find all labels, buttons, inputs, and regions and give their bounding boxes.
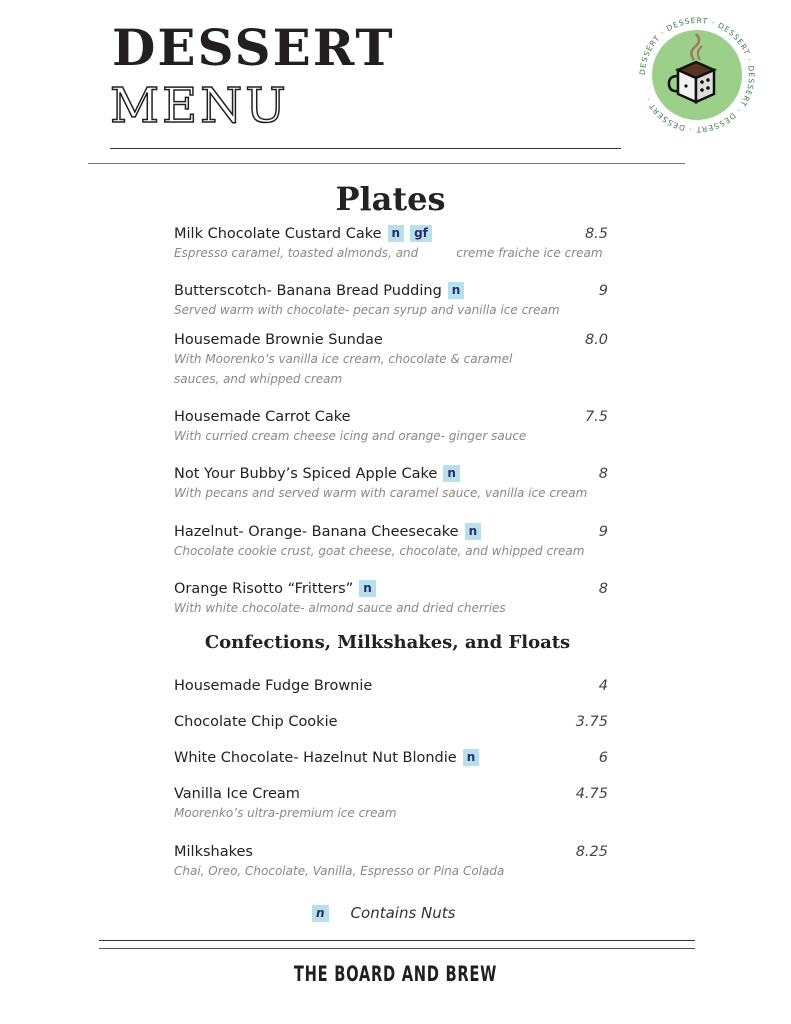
item-price: 8.0 [584,332,608,348]
item-name-text: Not Your Bubby’s Spiced Apple Cake [174,466,438,482]
item-description: Espresso caramel, toasted almonds, and creme fraiche ice cream [174,246,603,260]
menu-item [174,843,610,881]
brand-logo: THE BOARD AND BREW [293,962,498,986]
item-name-text: Housemade Carrot Cake [174,409,351,425]
section-title-confections: Confections, Milkshakes, and Floats [204,632,571,653]
nuts-badge: n [443,465,460,482]
item-name [174,749,610,767]
nuts-badge: n [465,523,482,540]
item-price: 8.25 [575,844,608,860]
gluten-free-badge: gf [410,225,432,242]
legend [312,904,455,922]
item-description: Chai, Oreo, Chocolate, Vanilla, Espresso or Pina Colada [174,864,505,878]
menu-item [174,580,610,618]
item-name [174,282,610,300]
item-description: Moorenko’s ultra-premium ice cream [174,806,397,820]
menu-item [174,408,610,446]
item-name [174,465,610,483]
item-price: 8.5 [584,226,608,242]
item-price: 4 [598,678,608,694]
item-price: 9 [598,283,608,299]
item-description: With pecans and served warm with caramel sauce, vanilla ice cream [174,486,588,500]
item-price: 3.75 [575,714,608,730]
item-price: 8 [598,581,608,597]
item-name [174,331,610,349]
menu-item [174,523,610,561]
item-name-text: Milkshakes [174,844,253,860]
menu-item [174,749,610,767]
menu-item [174,282,610,320]
nuts-badge: n [359,580,376,597]
item-name [174,785,610,803]
item-name-text: Butterscotch- Banana Bread Pudding [174,283,442,299]
item-name-text: Vanilla Ice Cream [174,786,300,802]
item-name [174,677,610,695]
item-name-text: Chocolate Chip Cookie [174,714,338,730]
nuts-badge: n [463,749,480,766]
item-name-text: White Chocolate- Hazelnut Nut Blondie [174,750,457,766]
menu-item [174,225,610,263]
menu-item [174,713,610,731]
item-name [174,843,610,861]
item-description: With curried cream cheese icing and orange- ginger sauce [174,429,527,443]
logo-ring-text: DESSERT · DESSERT · DESSERT · DESSERT · DESSERT · DESSERT · [637,15,757,135]
nuts-badge: n [448,282,465,299]
nuts-badge: n [312,905,329,922]
item-name-text: Housemade Brownie Sundae [174,332,383,348]
item-name [174,580,610,598]
item-price: 4.75 [575,786,608,802]
item-name-text: Milk Chocolate Custard Cake [174,226,382,242]
nuts-badge: n [388,225,405,242]
item-price: 7.5 [584,409,608,425]
section-title-plates: Plates [335,180,446,218]
item-price: 9 [598,524,608,540]
title-menu: MENU [110,78,289,134]
divider [99,948,695,949]
item-name-text: Housemade Fudge Brownie [174,678,373,694]
item-description: Chocolate cookie crust, goat cheese, chocolate, and whipped cream [174,544,585,558]
divider [110,148,621,149]
divider [99,940,695,941]
menu-item [174,465,610,503]
item-price: 6 [598,750,608,766]
title-dessert: DESSERT [112,18,395,77]
item-name [174,713,610,731]
item-description: With Moorenko’s vanilla ice cream, chocolate & caramel sauces, and whipped cream [174,352,517,386]
item-name [174,408,610,426]
item-name-text: Orange Risotto “Fritters” [174,581,354,597]
legend-label: Contains Nuts [350,904,456,922]
menu-item [174,677,610,695]
item-price: 8 [598,466,608,482]
item-name-text: Hazelnut- Orange- Banana Cheesecake [174,524,459,540]
item-name [174,225,610,243]
menu-item [174,785,610,823]
item-description: Served warm with chocolate- pecan syrup and vanilla ice cream [174,303,560,317]
divider [88,163,685,164]
item-name [174,523,610,541]
item-description: With white chocolate- almond sauce and dried cherries [174,601,506,615]
dessert-logo-icon [636,14,758,136]
menu-item [174,331,610,389]
